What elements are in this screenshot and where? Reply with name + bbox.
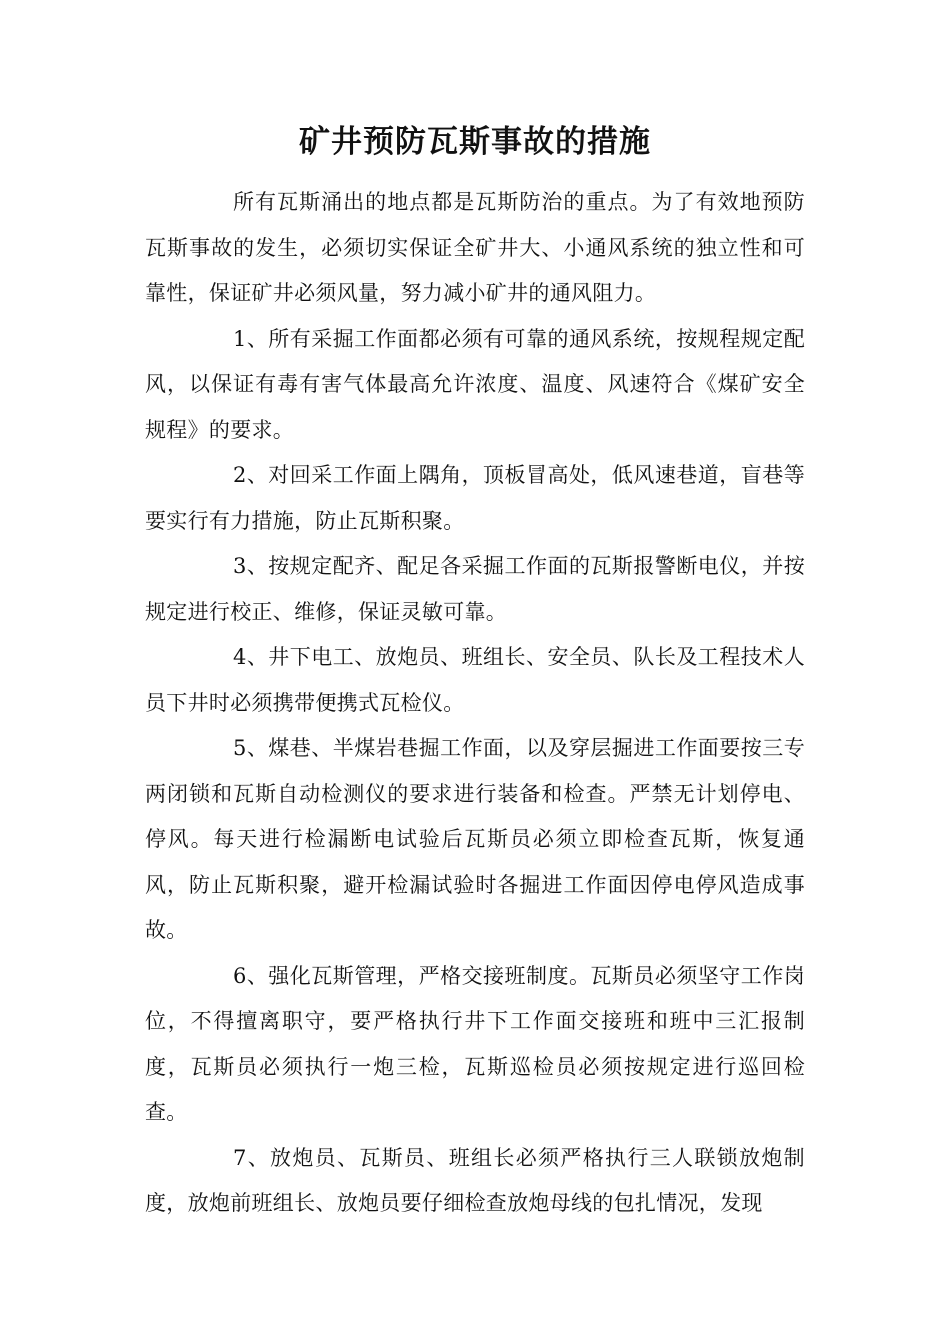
paragraph-item-5: 5、煤巷、半煤岩巷掘工作面，以及穿层掘进工作面要按三专两闭锁和瓦斯自动检测仪的要求进行装备和检查。严禁无计划停电、停风。每天进行检漏断电试验后瓦斯员必须立即检查瓦斯，恢复通风，防止瓦斯积聚，避开检漏试验时各掘进工作面因停电停风造成事故。 [145,736,805,942]
paragraph-item-1: 1、所有采掘工作面都必须有可靠的通风系统，按规程规定配风，以保证有毒有害气体最高允许浓度、温度、风速符合《煤矿安全规程》的要求。 [145,326,805,442]
paragraph-intro: 所有瓦斯涌出的地点都是瓦斯防治的重点。为了有效地预防瓦斯事故的发生，必须切实保证全矿井大、小通风系统的独立性和可靠性，保证矿井必须风量，努力减小矿井的通风阻力。 [145,190,805,305]
document-body [145,180,805,1227]
paragraph-item-3: 3、按规定配齐、配足各采掘工作面的瓦斯报警断电仪，并按规定进行校正、维修，保证灵敏可靠。 [145,554,805,624]
paragraph-item-6: 6、强化瓦斯管理，严格交接班制度。瓦斯员必须坚守工作岗位，不得擅离职守，要严格执行井下工作面交接班和班中三汇报制度，瓦斯员必须执行一炮三检，瓦斯巡检员必须按规定进行巡回检查。 [145,963,805,1124]
paragraph-item-7: 7、放炮员、瓦斯员、班组长必须严格执行三人联锁放炮制度，放炮前班组长、放炮员要仔细检查放炮母线的包扎情况，发现 [145,1145,805,1215]
paragraph-item-4: 4、井下电工、放炮员、班组长、安全员、队长及工程技术人员下井时必须携带便携式瓦检仪。 [145,645,805,715]
document-title: 矿井预防瓦斯事故的措施 [299,124,651,160]
paragraph-item-2: 2、对回采工作面上隅角，顶板冒高处，低风速巷道，盲巷等要实行有力措施，防止瓦斯积聚。 [145,463,805,533]
